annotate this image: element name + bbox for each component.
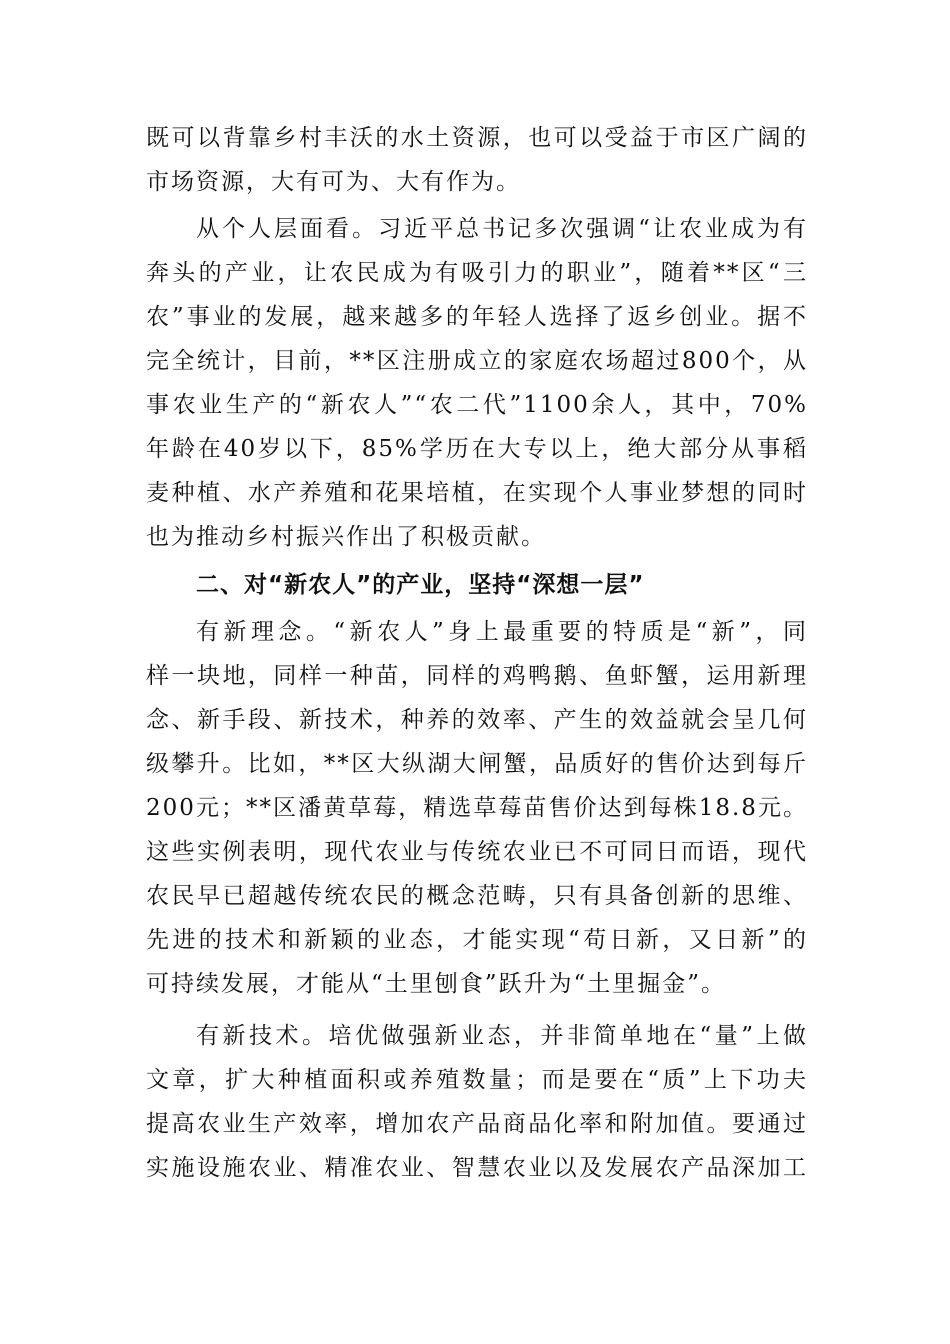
text-line: 级攀升。比如，**区大纵湖大闸蟹，品质好的售价达到每斤 — [146, 751, 808, 777]
section-heading: 二、对“新农人”的产业，坚持“深想一层” — [196, 572, 645, 598]
text-line: 可持续发展，才能从“土里刨食”跃升为“土里掘金”。 — [146, 971, 727, 997]
text-line: 麦种植、水产养殖和花果培植，在实现个人事业梦想的同时 — [146, 480, 808, 506]
text-line: 文章，扩大种植面积或养殖数量；而是要在“质”上下功夫 — [146, 1067, 808, 1093]
text-line: 提高农业生产效率，增加农产品商品化率和附加值。要通过 — [146, 1111, 808, 1137]
text-line: 事农业生产的“新农人”“农二代”1100余人，其中，70% — [146, 392, 808, 418]
text-line: 实施设施农业、精准农业、智慧农业以及发展农产品深加工 — [146, 1155, 808, 1181]
text-line: 完全统计，目前，**区注册成立的家庭农场超过800个，从 — [146, 348, 808, 374]
text-line: 这些实例表明，现代农业与传统农业已不可同日而语，现代 — [146, 839, 808, 865]
text-line: 从个人层面看。习近平总书记多次强调“让农业成为有 — [196, 216, 808, 242]
text-line: 200元；**区潘黄草莓，精选草莓苗售价达到每株18.8元。 — [146, 795, 808, 821]
text-line: 既可以背靠乡村丰沃的水土资源，也可以受益于市区广阔的 — [146, 125, 808, 151]
text-line: 也为推动乡村振兴作出了积极贡献。 — [146, 524, 546, 550]
text-line: 年龄在40岁以下，85%学历在大专以上，绝大部分从事稻 — [146, 436, 808, 462]
text-line: 有新理念。“新农人”身上最重要的特质是“新”，同 — [196, 619, 808, 645]
text-line: 农民早已超越传统农民的概念范畴，只有具备创新的思维、 — [146, 883, 808, 909]
text-line: 有新技术。培优做强新业态，并非简单地在“量”上做 — [196, 1023, 808, 1049]
text-line: 农”事业的发展，越来越多的年轻人选择了返乡创业。据不 — [146, 304, 808, 330]
text-line: 先进的技术和新颖的业态，才能实现“苟日新，又日新”的 — [146, 927, 808, 953]
text-line: 奔头的产业，让农民成为有吸引力的职业”，随着**区“三 — [146, 260, 808, 286]
text-line: 念、新手段、新技术，种养的效率、产生的效益就会呈几何 — [146, 707, 808, 733]
text-line: 市场资源，大有可为、大有作为。 — [146, 169, 521, 195]
text-line: 样一块地，同样一种苗，同样的鸡鸭鹅、鱼虾蟹，运用新理 — [146, 663, 808, 689]
